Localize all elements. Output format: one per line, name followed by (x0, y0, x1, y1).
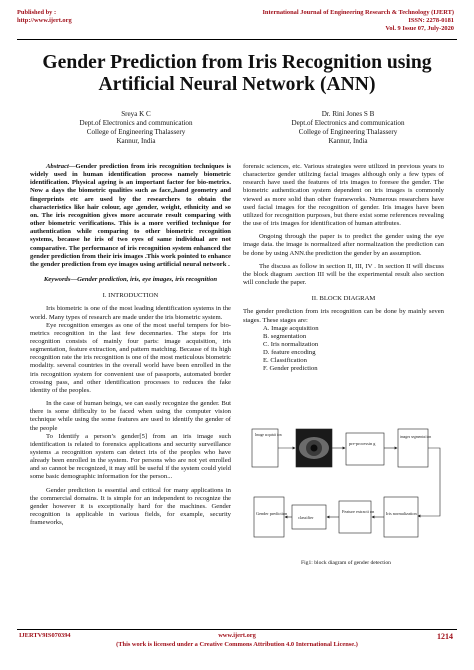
journal-name: International Journal of Engineering Research & Technology (IJERT) (262, 9, 454, 16)
footer-rule (17, 629, 457, 630)
list-item: A. Image acquisition (263, 324, 319, 332)
segmentation-label: images segmentat ion (400, 435, 432, 439)
paper-id: IJERTV9IS070394 (19, 632, 71, 639)
list-item: B. segmentation (263, 332, 307, 340)
eye-image-pupil (311, 445, 318, 452)
intro-paragraph-2: Eye recognition emerges as one of the most useful tempers for bio-metrics recognition in the last few decennaries. The steps for iris recognition consists of mainly four parts: image acquisition, iris segmentation, feature extraction, and pattern matching. Because of its high recognition rate the iris recognition is one of the most meticulous biometric modality. several countries in the overall world have been enrolled in the iris recognition system for convenient use of passports, automated border crossing pass, and other identification processes to reduces the fake identity of the peoples. (30, 321, 231, 394)
keywords-label: Keywords (43, 276, 71, 284)
author-dept: Dept.of Electronics and communication (79, 119, 193, 127)
list-item: E. Classification (263, 357, 307, 365)
block-diagram (246, 423, 446, 553)
list-item: D. feature encoding (263, 349, 316, 357)
stage-list (243, 325, 444, 374)
intro-paragraph-4: To Identify a person’s gender[5] from an iris image such identification is related to forensics applications and security surveillance systems .a recognition system can detect iris of the peoples who have already been enrolled in the system. For persons who are not yet enrolled and so cannot be recognized, it may still be useful if the system could yield some basic demographic information for the person... (30, 432, 231, 481)
abstract-text: —Gender prediction from iris recognition techniques is widely used in human identification process namely biometric identification. Physical ageing is an important factor for bio-metrics. Now a days the biometric qualities such as face,,hand geometry and fingerprints etc are used by the researchers to obtain the characteristics like hair colour, age ,gender, weight, ethnicity and so on. The iris recognition gives more accurate result comparing with other biometric verifications. This is a more verified technique for authentication while comparing to other biometric recognition systems, because he iris of two eyes of same individual are not comparative. The performance of iris recognition system enhanced the gender prediction from their iris images .This work pointed to enhance the gender prediction from eye images using artificial neural network . (30, 163, 231, 268)
license-note: (This work is licensed under a Creative Commons Attribution 4.0 International License.) (116, 640, 358, 648)
author-college: College of Engineering Thalassery (86, 128, 186, 136)
keywords (30, 276, 231, 284)
header-rule (17, 39, 457, 40)
author-dept: Dept.of Electronics and communication (291, 119, 405, 127)
feature-extraction-box (339, 501, 371, 533)
right-paragraph-1: forensic sciences, etc. Various strategies were utilized in previous years to characterize gender utilizing facial images although only a few types of research have used the features of iris images to foresee the gender. The biometric authentication system dependent on iris images is commonly viewed as more solid than other frameworks. Numerous researchers have used facial images for the recognition of gender. Iris images have been utilized for recognition purposes, but there exist some references revealing the use of iris images for identification of human attributes. (243, 163, 444, 228)
publisher-url-link[interactable]: http://www.ijert.org (17, 17, 72, 25)
intro-paragraph-3: In the case of human beings, we can easily recognize the gender. But there is some difficulty to be faced when using the computer vision technique while using the some features are used to identify the gender of the people (30, 400, 231, 432)
section-2-intro: The gender prediction from iris recognition can be done by mainly seven stages. These stages are: (243, 308, 444, 324)
author-place: Kannur, India (116, 137, 156, 145)
author-name: Dr. Rini Jones S B (321, 110, 375, 118)
intro-paragraph-5: Gender prediction is essential and critical for many applications in the commercial domains. It is simple for an independent to recognize the gender however it is exceptionally hard for the machines. Gender recognition is applicable in various fields, for example, security frameworks, (30, 486, 231, 527)
right-paragraph-2: Ongoing through the paper is to predict the gender using the eye image data. the image is normalized after normalization the prediction can be done by using ANN.the prediction the gender by an assumption. (243, 233, 444, 257)
intro-paragraph-1: Iris biometric is one of the most leading identification systems in the world. Many types of research are made under the iris biometric system. (30, 305, 231, 321)
image-acquisition-label: Image acquisit ion (255, 433, 282, 437)
author-college: College of Engineering Thalassery (298, 128, 398, 136)
classifier-label: classifier (298, 515, 314, 520)
iris-normalization-box (384, 497, 418, 537)
right-paragraph-3: The discuss as follow in section II, III, IV . In section II will discuss the block diagram .section III will be the experimental result also section will conclude the paper. (243, 262, 444, 287)
footer-url-link[interactable]: www.ijert.org (218, 632, 256, 639)
abstract (30, 163, 231, 269)
preprocessing-box (346, 433, 384, 465)
preprocessing-label: pre-processin g (349, 441, 376, 446)
gender-prediction-box (254, 497, 284, 537)
right-column (243, 163, 444, 374)
feature-extraction-label: Feature extracti on (342, 509, 375, 514)
footer-center (100, 632, 374, 649)
abstract-label: Abstract (46, 163, 69, 170)
title-line-2: Artificial Neural Network (ANN) (98, 74, 376, 95)
gender-prediction-label: Gender prediction (256, 511, 288, 516)
section-2-title: II. BLOCK DIAGRAM (311, 295, 376, 303)
list-item: C. Iris normalization (263, 340, 319, 348)
author-place: Kannur, India (328, 137, 368, 145)
left-column (30, 163, 231, 527)
keywords-text: —Gender prediction, iris, eye images, iris recognition (70, 276, 218, 284)
author-block-1 (36, 110, 236, 146)
figure-caption: Fig1: block diagram of gender detection (301, 560, 391, 566)
author-block-2 (248, 110, 448, 146)
publisher-label: Published by : (17, 9, 57, 16)
author-name: Sreya K C (121, 110, 151, 118)
title-line-1: Gender Prediction from Iris Recognition using (42, 52, 432, 73)
paper-title (20, 52, 454, 96)
issn: ISSN: 2278-0181 (408, 17, 454, 25)
page-number: 1214 (437, 632, 453, 641)
iris-normalization-label: Iris normalization (386, 511, 417, 516)
header-left (17, 9, 72, 25)
header-right (262, 9, 454, 34)
list-item: F. Gender prediction (263, 365, 318, 373)
volume-issue: Vol. 9 Issue 07, July-2020 (385, 25, 454, 33)
section-1-title: I. INTRODUCTION (102, 292, 159, 300)
